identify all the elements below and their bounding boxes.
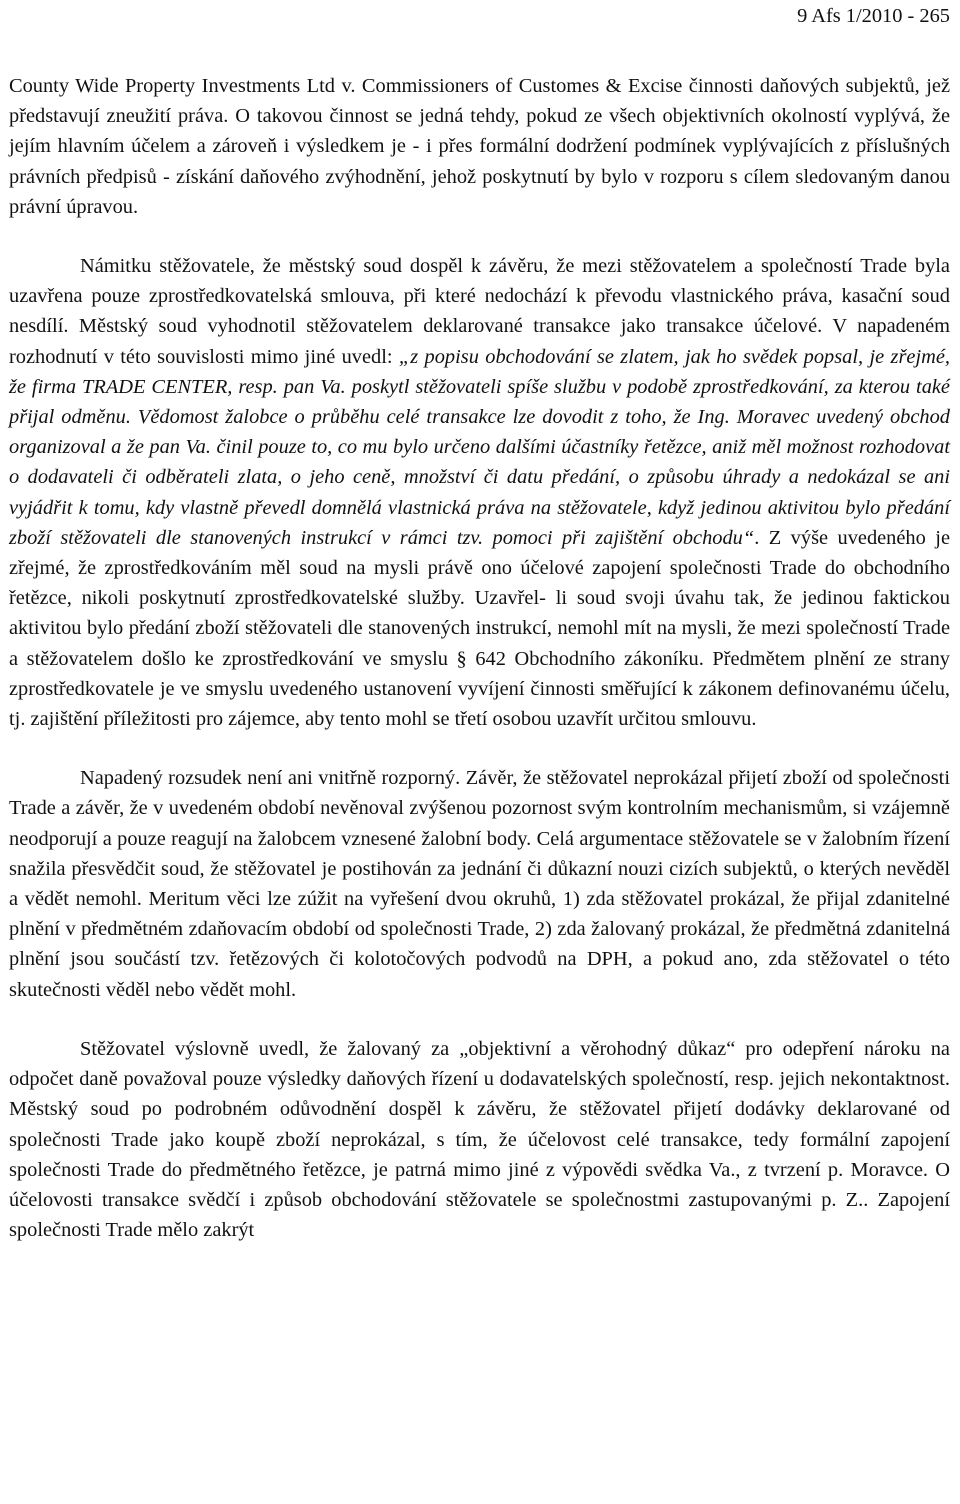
paragraph-consistency: Napadený rozsudek není ani vnitřně rozporný. Závěr, že stěžovatel neprokázal přijetí zboží od společnosti Trade a závěr, že v uvedeném období nevěnoval zvýšenou pozornost svým kontrolním mechanismům, si vzájemně neodporují a pouze reagují na žalobcem vznesené žalobní body. Celá argumentace stěžovatele se v žalobním řízení snažila přesvědčit soud, že stěžovatel je postihován za jednání či důkazní nouzi cizích subjektů, o kterých nevěděl a vědět nemohl. Meritum věci lze zúžit na vyřešení dvou okruhů, 1) zda stěžovatel prokázal, že přijal zdanitelné plnění v předmětném zdaňovacím období od společnosti Trade, 2) zda žalovaný prokázal, že předmětná zdanitelná plnění jsou součástí tzv. řetězových či kolotočových podvodů na DPH, a pokud ano, zda stěžovatel o této skutečnosti věděl nebo vědět mohl. — [9, 767, 950, 1001]
paragraph-objection-conclusion: . Z výše uvedeného je zřejmé, že zprostředkováním měl soud na mysli právě ono účelové zapojení společnosti Trade do obchodního řetězce, nikoli poskytnutí zprostředkovatelské služby. Uzavřel- li soud svoji úvahu tak, že jedinou faktickou aktivitou bylo předání zboží stěžovateli dle stanovených instrukcí, nemohl mít na mysli, že mezi společností Trade a stěžovatelem došlo ke zprostředkování ve smyslu § 642 Obchodního zákoníku. Předmětem plnění ze strany zprostředkovatele je ve smyslu uvedeného ustanovení vyvíjení činnosti směřující k zákonem definovanému účelu, tj. zajištění příležitosti pro zájemce, aby tento mohl se třetí osobou uzavřít určitou smlouvu. — [9, 526, 950, 731]
case-number: 9 Afs 1/2010 - 265 — [797, 5, 950, 27]
paragraph-evidence: Stěžovatel výslovně uvedl, že žalovaný za „objektivní a věrohodný důkaz“ pro odepření nároku na odpočet daně považoval pouze výsledky daňových řízení u dodavatelských společností, resp. jejich nekontaktnost. Městský soud po podrobném odůvodnění dospěl k závěru, že stěžovatel přijetí dodávky deklarované od společnosti Trade jako koupě zboží neprokázal, s tím, že účelovost celé transakce, tedy formální zapojení společnosti Trade do předmětného řetězce, je patrná mimo jiné z výpovědi svědka Va., z tvrzení p. Moravce. O účelovosti transakce svědčí i způsob obchodování stěžovatele se společnostmi zastupovanými p. Z.. Zapojení společnosti Trade mělo zakrýt — [9, 1037, 950, 1242]
paragraph-continued: County Wide Property Investments Ltd v. Commissioners of Customes & Excise činnosti daňových subjektů, jež představují zneužití práva. O takovou činnost se jedná tehdy, pokud ze všech objektivních okolností vyplývá, že jejím hlavním účelem a zároveň i výsledkem je - i přes formální dodržení podmínek vyplývajících z příslušných právních předpisů - získání daňového zvýhodnění, jehož poskytnutí by bylo v rozporu s cílem sledovaným danou právní úpravou. — [9, 75, 950, 218]
paragraph-objection-intro: Námitku stěžovatele, že městský soud dospěl k závěru, že mezi stěžovatelem a společností Trade byla uzavřena pouze zprostředkovatelská smlouva, při které nedochází k převodu vlastnického práva, kasační soud nesdílí. Městský soud vyhodnotil stěžovatelem deklarované transakce jako transakce účelové. V napadeném rozhodnutí v této souvislosti mimo jiné uvedl: — [9, 255, 950, 368]
paragraph-objection — [9, 251, 950, 734]
court-quote: „z popisu obchodování se zlatem, jak ho svědek popsal, je zřejmé, že firma TRADE CENTER, resp. pan Va. poskytl stěžovateli spíše službu v podobě zprostředkování, za kterou také přijal odměnu. Vědomost žalobce o průběhu celé transakce lze dovodit z toho, že Ing. Moravec uvedený obchod organizoval a že pan Va. činil pouze to, co mu bylo určeno dalšími účastníky řetězce, aniž měl možnost rozhodovat o dodavateli či odběrateli zlata, o jeho ceně, množství či datu předání, o způsobu úhrady a nedokázal se ani vyjádřit k tomu, kdy vlastně převedl domnělá vlastnická práva na stěžovatele, když jedinou aktivitou bylo předání zboží stěžovateli dle stanovených instrukcí v rámci tzv. pomoci při zajištění obchodu“ — [9, 345, 950, 549]
